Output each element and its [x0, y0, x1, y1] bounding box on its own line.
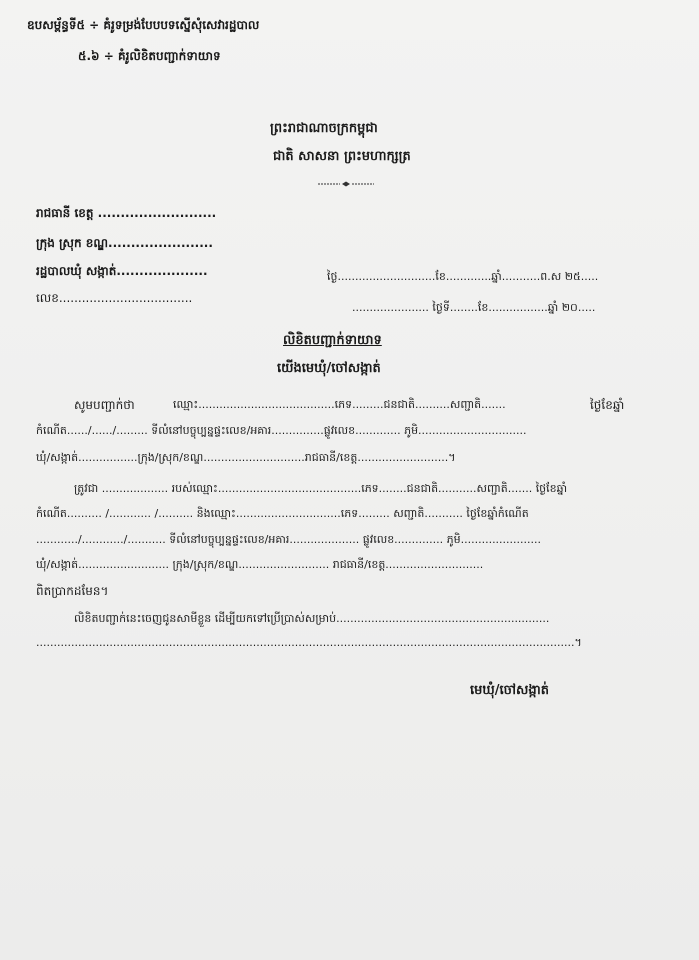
para1-line3: ឃុំ/សង្កាត់.................ក្រុង/ស្រុក/ខណ្ឌ.............................រាជធានី/ខេត្ត..........................។ [36, 451, 456, 464]
solar-date-line: ...................... ថ្ងៃទី........ខែ.................ឆ្នាំ ២០..... [352, 301, 596, 314]
para1-line1-fields: ឈ្មោះ.......................................ភេទ.........ជនជាតិ..........សញ្ជាតិ....... [173, 398, 506, 411]
para2-line5: ពិតប្រាកដមែន។ [36, 584, 109, 598]
reference-number-field: លេខ................................... [36, 291, 193, 305]
ornamental-divider [318, 181, 374, 187]
lunar-date-line: ថ្ងៃ............................ខែ.............ឆ្នាំ...........ព.ស ២៥..... [327, 270, 599, 283]
signature-label: មេឃុំ/ចៅសង្កាត់ [470, 683, 550, 698]
district-field: ក្រុង ស្រុក ខណ្ឌ....................... [36, 236, 213, 250]
province-field: រាជធានី ខេត្ត .......................... [36, 206, 217, 220]
certificate-title: លិខិតបញ្ជាក់ទាយាទ [283, 333, 382, 348]
para1-line2: កំណើត....../....../......... ទីលំនៅបច្ចុប្បន្នផ្ទះលេខ/អគារ...............ផ្លូវលេខ............. ភូមិ............................... [36, 424, 527, 437]
national-motto: ជាតិ សាសនា ព្រះមហាក្សត្រ [273, 149, 411, 164]
commune-field: រដ្ឋបាលឃុំ សង្កាត់.................... [36, 264, 208, 278]
para2-line1: ត្រូវជា ................... របស់ឈ្មោះ.........................................ភេទ........ជនជាតិ...........សញ្ជាតិ....... ថ្ងៃខែឆ្នាំ [74, 482, 568, 495]
kingdom-title: ព្រះរាជាណាចក្រកម្ពុជា [270, 121, 378, 136]
para2-line4: ឃុំ/សង្កាត់.......................... ក្រុង/ស្រុក/ខណ្ឌ.......................... រាជធានី/ខេត្ត............................ [36, 558, 484, 571]
para2-line3: ............/............/........... ទីលំនៅបច្ចុប្បន្នផ្ទះលេខ/អគារ.................... ផ្លូវលេខ.............. ភូមិ....................... [36, 533, 542, 546]
form-subheading: ៥.៦ ÷ គំរូលិខិតបញ្ជាក់ទាយាទ [78, 49, 221, 63]
issuer-line: យើងមេឃុំ/ចៅសង្កាត់ [277, 361, 381, 376]
para1-line1-tail: ថ្ងៃខែឆ្នាំ [590, 398, 625, 412]
para2-line2: កំណើត.......... /............ /.......... និងឈ្មោះ..............................ភេទ......... សញ្ជាតិ........... ថ្ងៃខែឆ្នាំកំណើត [36, 507, 529, 520]
para3-line1: លិខិតបញ្ជាក់នេះចេញជូនសាមីខ្លួន ដើម្បីយកទៅប្រើប្រាស់សម្រាប់............................................................. [74, 612, 550, 625]
para3-line2: ..........................................................................................................................................................។ [36, 636, 582, 649]
appendix-heading: ឧបសម្ព័ន្ធទី៥ ÷ គំរូទម្រង់បែបបទស្នើសុំសេវារដ្ឋបាល [27, 18, 260, 32]
para1-line1-lead: សូមបញ្ជាក់ថា [74, 398, 135, 412]
